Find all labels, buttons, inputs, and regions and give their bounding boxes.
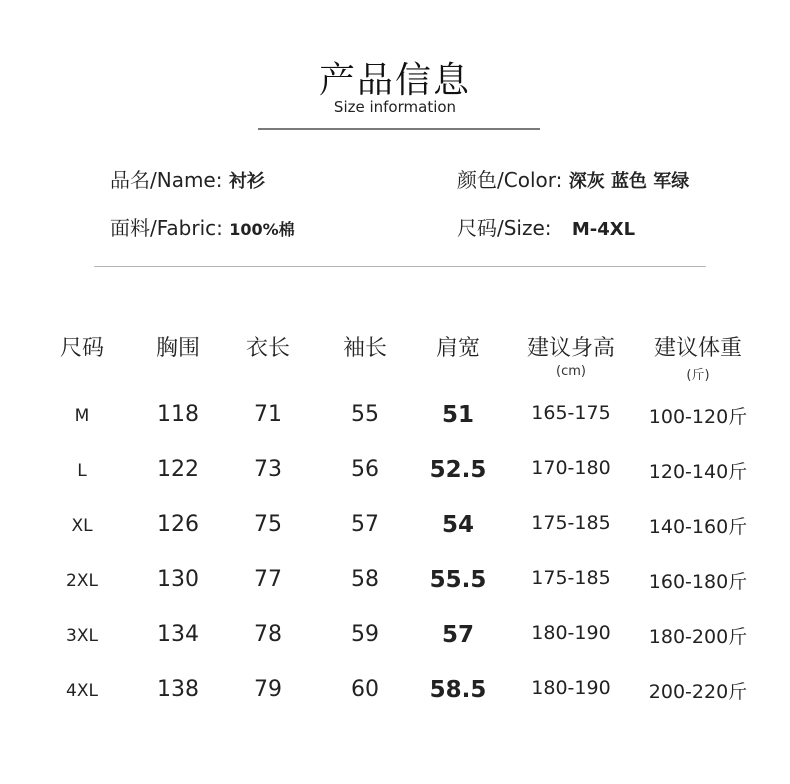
table-cell-size: L xyxy=(77,461,87,481)
page-subtitle: Size information xyxy=(333,98,457,116)
info-size xyxy=(457,212,635,241)
table-cell-height: 175-185 xyxy=(531,567,611,589)
info-color xyxy=(457,164,689,193)
column-header-chest: 胸围 xyxy=(155,336,200,361)
table-cell-weight: 200-220斤 xyxy=(648,681,748,703)
table-cell-shoulder: 55.5 xyxy=(429,567,487,593)
title-divider xyxy=(258,128,540,130)
table-cell-shoulder: 54 xyxy=(441,512,474,538)
table-cell-length: 77 xyxy=(254,567,282,592)
table-cell-chest: 118 xyxy=(157,402,199,427)
table-cell-length: 73 xyxy=(254,457,282,482)
column-header-sleeve: 袖长 xyxy=(342,336,387,361)
table-cell-weight: 100-120斤 xyxy=(648,406,748,428)
table-cell-sleeve: 57 xyxy=(351,512,379,537)
table-cell-height: 165-175 xyxy=(531,402,611,424)
info-name xyxy=(110,164,265,193)
table-cell-height: 180-190 xyxy=(531,677,611,699)
table-cell-sleeve: 59 xyxy=(351,622,379,647)
column-header-height: 建议身高 xyxy=(526,336,615,361)
table-cell-shoulder: 57 xyxy=(441,622,474,648)
table-cell-size: M xyxy=(74,406,90,426)
table-cell-sleeve: 58 xyxy=(351,567,379,592)
info-fabric xyxy=(110,212,295,241)
column-unit-height: (cm) xyxy=(556,364,586,379)
column-header-shoulder: 肩宽 xyxy=(435,336,480,361)
column-header-weight: 建议体重 xyxy=(653,336,742,361)
table-cell-size: 2XL xyxy=(66,571,98,591)
table-cell-chest: 122 xyxy=(157,457,199,482)
table-cell-weight: 120-140斤 xyxy=(648,461,748,483)
table-cell-length: 78 xyxy=(254,622,282,647)
column-header-length: 衣长 xyxy=(245,336,290,361)
page-title: 产品信息 xyxy=(318,60,471,101)
table-cell-height: 175-185 xyxy=(531,512,611,534)
table-cell-size: 4XL xyxy=(66,681,98,701)
table-cell-length: 75 xyxy=(254,512,282,537)
table-cell-sleeve: 60 xyxy=(351,677,379,702)
table-cell-height: 180-190 xyxy=(531,622,611,644)
table-cell-weight: 180-200斤 xyxy=(648,626,748,648)
info-name-label: 品名/Name: xyxy=(110,168,223,192)
table-cell-length: 71 xyxy=(254,402,282,427)
info-fabric-label: 面料/Fabric: xyxy=(110,216,223,240)
table-cell-chest: 138 xyxy=(157,677,199,702)
table-cell-chest: 134 xyxy=(157,622,199,647)
info-size-label: 尺码/Size: xyxy=(457,216,552,240)
info-divider xyxy=(94,266,706,267)
table-cell-shoulder: 58.5 xyxy=(429,677,487,703)
info-name-value: 衬衫 xyxy=(228,171,265,192)
table-cell-size: XL xyxy=(71,516,93,536)
table-cell-length: 79 xyxy=(254,677,282,702)
table-cell-size: 3XL xyxy=(66,626,98,646)
table-cell-shoulder: 52.5 xyxy=(429,457,487,483)
info-size-value: M-4XL xyxy=(571,219,636,240)
table-cell-height: 170-180 xyxy=(531,457,611,479)
info-color-value: 深灰 蓝色 军绿 xyxy=(568,171,690,192)
table-cell-weight: 160-180斤 xyxy=(648,571,748,593)
table-cell-weight: 140-160斤 xyxy=(648,516,748,538)
table-cell-shoulder: 51 xyxy=(441,402,474,428)
info-color-label: 颜色/Color: xyxy=(457,168,563,192)
info-fabric-value: 100%棉 xyxy=(229,220,295,239)
table-cell-chest: 130 xyxy=(157,567,199,592)
column-unit-weight: (斤) xyxy=(686,368,710,383)
table-cell-sleeve: 56 xyxy=(351,457,379,482)
table-cell-sleeve: 55 xyxy=(351,402,379,427)
column-header-size: 尺码 xyxy=(59,336,104,361)
table-cell-chest: 126 xyxy=(157,512,199,537)
